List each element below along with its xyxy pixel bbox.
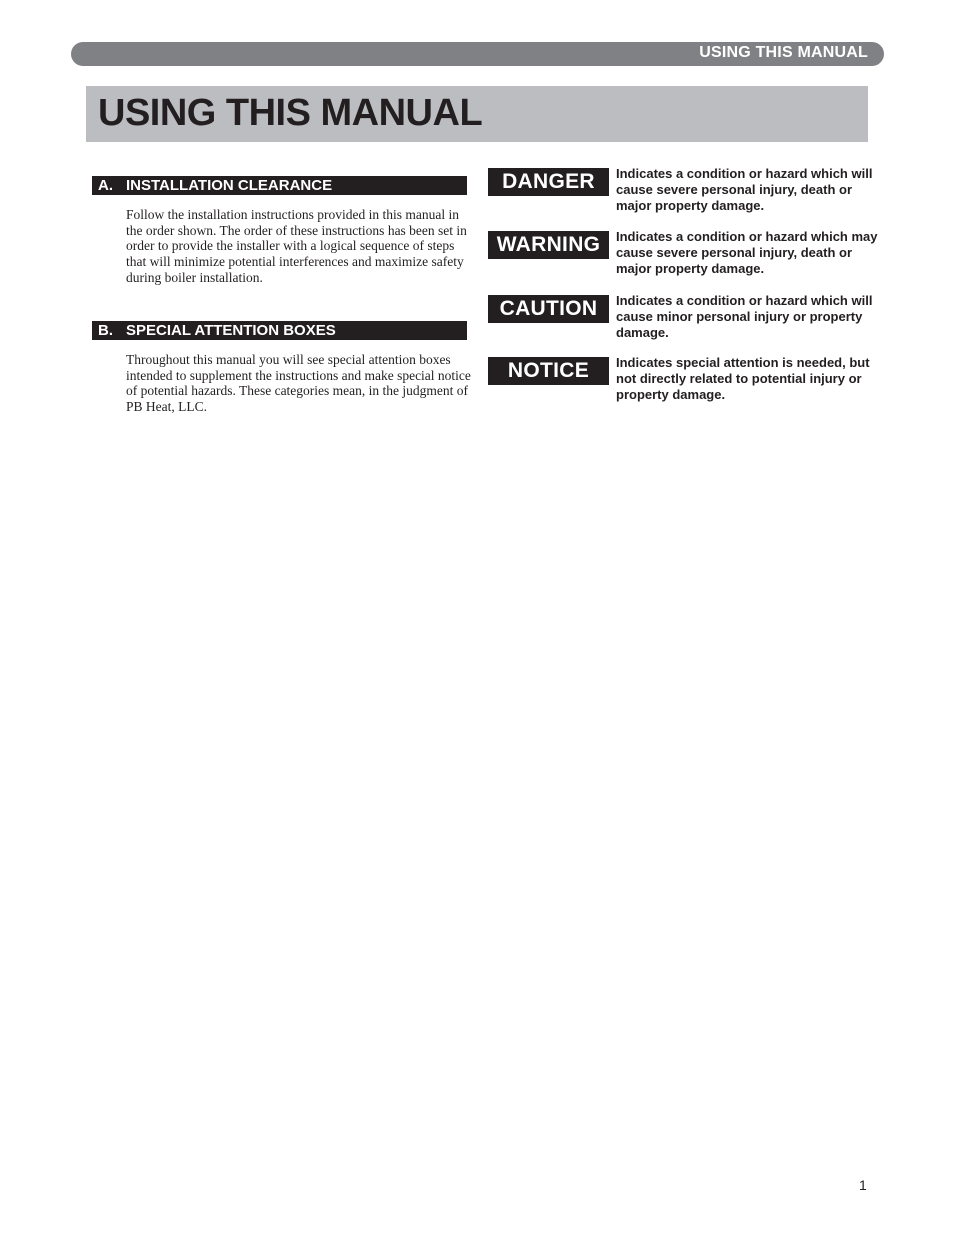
section-heading-label: SPECIAL ATTENTION BOXES xyxy=(126,322,336,339)
section-body-installation-clearance: Follow the installation instructions provided in this manual in the order shown. The order of these instructions has been set in order to provide the installer with a logical sequence of steps that will minimize potential interferences and maximize safety during boiler installation. xyxy=(126,207,467,285)
section-letter: A. xyxy=(98,177,113,194)
notice-badge: NOTICE xyxy=(488,357,609,385)
section-body-special-attention-boxes: Throughout this manual you will see special attention boxes intended to supplement the instructions and make special notice of potential hazards. These categories mean, in the judgment of PB Heat, LLC. xyxy=(126,352,471,415)
page-number: 1 xyxy=(859,1177,867,1193)
section-heading-label: INSTALLATION CLEARANCE xyxy=(126,177,333,194)
notice-description: Indicates special attention is needed, but not directly related to potential injury or property damage. xyxy=(616,355,870,402)
danger-description: Indicates a condition or hazard which will cause severe personal injury, death or major property damage. xyxy=(616,166,873,213)
caution-description: Indicates a condition or hazard which will cause minor personal injury or property damage. xyxy=(616,293,873,340)
section-heading-installation-clearance xyxy=(92,176,467,195)
danger-badge: DANGER xyxy=(488,168,609,196)
page-title: USING THIS MANUAL xyxy=(98,92,483,134)
section-letter: B. xyxy=(98,322,113,339)
section-heading-special-attention-boxes xyxy=(92,321,467,340)
caution-badge: CAUTION xyxy=(488,295,609,323)
running-header-bar xyxy=(71,42,884,66)
warning-description: Indicates a condition or hazard which may cause severe personal injury, death or major property damage. xyxy=(616,229,878,276)
running-header-title: USING THIS MANUAL xyxy=(699,44,868,61)
page-title-box xyxy=(86,86,868,142)
warning-badge: WARNING xyxy=(488,231,609,259)
